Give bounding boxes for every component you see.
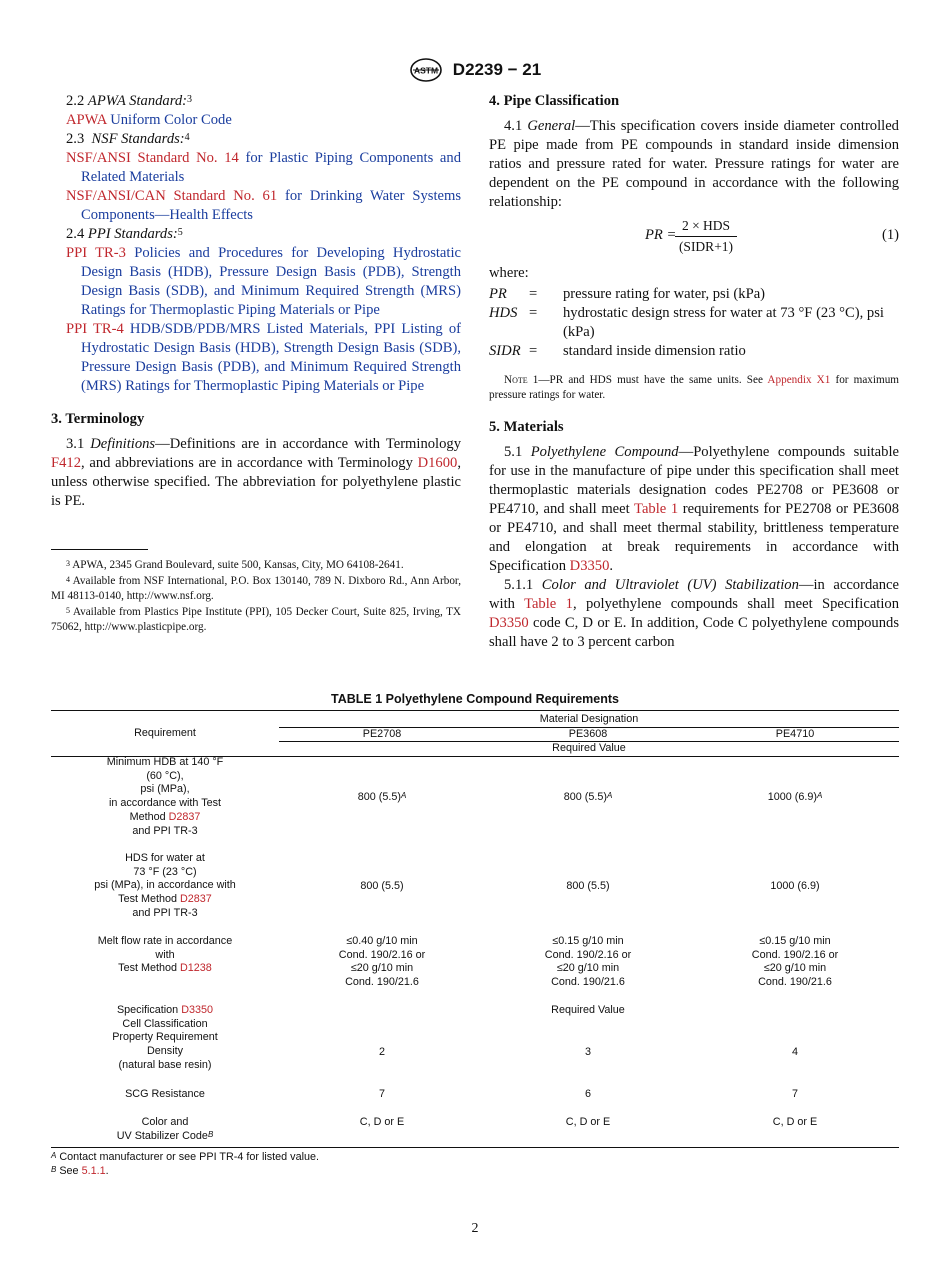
- definition-sidr: SIDR = standard inside dimension ratio: [489, 343, 746, 359]
- nsf14-link[interactable]: NSF/ANSI Standard No. 14: [66, 150, 239, 166]
- apwa-link[interactable]: APWA: [66, 112, 107, 128]
- row-color-pe3608: C, D or E: [565, 1116, 611, 1128]
- footnote-4: $^4$ Available from NSF International, P.O. Box 130140, 789 N. Dixboro Rd., Ann Arbor, MI 48113-0140, http://www.nsf.org.: [51, 575, 462, 602]
- page-number: 2: [471, 1221, 479, 1236]
- d3350-link[interactable]: D3350: [569, 558, 610, 574]
- row-color-pe2708: C, D or E: [359, 1116, 405, 1128]
- header-requirement: Requirement: [134, 727, 196, 739]
- section-2-3-heading: 2.3 NSF Standards:$^4$: [66, 131, 190, 147]
- row-density-pe4710: 4: [791, 1046, 798, 1058]
- row-min-hdb-pe3608: 800 $(5.5)^A$: [563, 791, 613, 803]
- section-3-heading: 3. Terminology: [51, 411, 145, 427]
- header-pe2708: PE2708: [362, 728, 402, 740]
- row-min-hdb-requirement: Minimum HDB at 140 °F (60 °C), psi (MPa), in accordance with Test Method D2837 and PPI TR-3: [106, 756, 224, 837]
- table-top-rule: [51, 710, 899, 711]
- header-pe3608: PE3608: [568, 728, 608, 740]
- row-density-pe3608: 3: [584, 1046, 591, 1058]
- row-scg-pe2708: 7: [378, 1088, 385, 1100]
- ppi-tr4-reference: PPI TR-4 HDB/SDB/PDB/MRS Listed Materials, PPI Listing of Hydrostatic Design Basis (HDB), Strength Design Basis (SDB), Pressure Design Basis (PDB), and Minimum Required Strength (MRS) Ratings for Thermoplastic Piping Materials or Pipe: [66, 321, 461, 394]
- footnote-divider: [51, 549, 148, 550]
- nsf61-reference: NSF/ANSI/CAN Standard No. 61 for Drinking Water Systems Components—Health Effects: [66, 188, 462, 223]
- row-scg-pe3608: 6: [584, 1088, 591, 1100]
- row-density-pe2708: 2: [378, 1046, 385, 1058]
- table-bottom-rule: [51, 1147, 899, 1148]
- row-scg-requirement: SCG Resistance: [125, 1088, 205, 1100]
- equation-number: (1): [881, 227, 899, 243]
- d1600-link[interactable]: D1600: [417, 455, 458, 471]
- row-color-pe4710: C, D or E: [772, 1116, 818, 1128]
- row-density-requirement: Specification D3350 Cell Classification Property Requirement Density (natural base resin): [112, 1004, 218, 1071]
- row-hds-requirement: HDS for water at 73 °F (23 °C) psi (MPa), in accordance with Test Method D2837 and PPI TR-3: [94, 852, 236, 919]
- row-min-hdb-pe4710: 1000 $(6.9)^A$: [767, 791, 823, 803]
- d3350-link[interactable]: D3350: [181, 1004, 214, 1016]
- section-3-1-text: 3.1 Definitions—Definitions are in accordance with Terminology F412, and abbreviations are in accordance with Terminology D1600, unless otherwise specified. The abbreviation for polyethylene plastic is PE.: [51, 436, 461, 509]
- d2837-link[interactable]: D2837: [168, 810, 201, 823]
- row-melt-flow-pe2708: ≤0.40 g/10 min Cond. 190/2.16 or ≤20 g/10 min Cond. 190/21.6: [338, 935, 426, 989]
- table-1-link[interactable]: Table 1: [524, 596, 573, 612]
- header-material-designation: Material Designation: [539, 713, 639, 725]
- section-5-1-1-text: 5.1.1 Color and Ultraviolet (UV) Stabilization—in accordance with Table 1, polyethylene compounds shall meet Specification D3350 code C, D or E. In addition, Code C polyethylene compounds shall have 2 to 3 percent carbon: [489, 577, 899, 650]
- row-color-requirement: Color and UV Stabilizer Code$^B$: [116, 1116, 214, 1142]
- logo-text: ASTM: [413, 65, 438, 76]
- note-1: Note 1—PR and HDS must have the same units. See Appendix X1 for maximum pressure ratings for water.: [489, 374, 899, 401]
- appendix-x1-link[interactable]: Appendix X1: [767, 374, 831, 386]
- page-header: [0, 58, 950, 82]
- ppi-tr3-reference: PPI TR-3 Policies and Procedures for Developing Hydrostatic Design Basis (HDB), Pressure Design Basis (PDB), Strength Design Basis (SDB), and Minimum Required Strength (MRS) Ratings for Thermoplastic Piping Materials or Pipe: [66, 245, 461, 318]
- footnote-3: $^3$ APWA, 2345 Grand Boulevard, suite 500, Kansas, City, MO 64108-2641.: [66, 559, 404, 571]
- document-designation: D2239 − 21: [452, 60, 542, 79]
- row-hds-pe4710: 1000 (6.9): [770, 880, 820, 892]
- row-scg-pe4710: 7: [791, 1088, 798, 1100]
- table-footnote-b: $^B$ See 5.1.1.: [51, 1165, 109, 1177]
- footnotes: [51, 558, 461, 635]
- header-pe4710: PE4710: [775, 728, 815, 740]
- row-hds-pe3608: 800 (5.5): [566, 880, 610, 892]
- table-1-link[interactable]: Table 1: [634, 501, 679, 517]
- footnote-5: $^5$ Available from Plastics Pipe Institute (PPI), 105 Decker Court, Suite 825, Irving, TX 75062, http://www.plasticpipe.org.: [51, 606, 462, 633]
- d2837-link[interactable]: D2837: [180, 893, 212, 906]
- astm-logo-icon: [409, 58, 443, 82]
- d1238-link[interactable]: D1238: [180, 962, 212, 975]
- section-2-2-heading: 2.2 APWA Standard:$^3$: [66, 93, 193, 109]
- row-melt-flow-requirement: Melt flow rate in accordance with Test Method D1238: [97, 935, 233, 975]
- section-5-1-1-link[interactable]: 5.1.1: [81, 1165, 106, 1177]
- definition-hds: HDS = hydrostatic design stress for water at 73 °F (23 °C), psi (kPa): [489, 305, 884, 340]
- row-melt-flow-pe4710: ≤0.15 g/10 min Cond. 190/2.16 or ≤20 g/10 min Cond. 190/21.6: [751, 935, 839, 989]
- header-required-value: Required Value: [552, 742, 626, 754]
- row-min-hdb-pe2708: 800 $(5.5)^A$: [357, 791, 407, 803]
- row-density-required-value: Required Value: [551, 1004, 625, 1016]
- right-column: [489, 92, 899, 652]
- left-column: [51, 92, 461, 636]
- row-hds-pe2708: 800 (5.5): [360, 880, 404, 892]
- section-2-4-heading: 2.4 PPI Standards:$^5$: [66, 226, 183, 242]
- apwa-reference: APWA Uniform Color Code: [66, 112, 232, 128]
- table-footnote-a: $^A$ Contact manufacturer or see PPI TR-4 for listed value.: [51, 1151, 319, 1163]
- row-melt-flow-pe3608: ≤0.15 g/10 min Cond. 190/2.16 or ≤20 g/10 min Cond. 190/21.6: [544, 935, 632, 989]
- table-1-title: TABLE 1 Polyethylene Compound Requirements: [330, 692, 619, 706]
- section-4-heading: 4. Pipe Classification: [489, 93, 620, 109]
- nsf61-link[interactable]: NSF/ANSI/CAN Standard No. 61: [66, 188, 278, 204]
- pressure-rating-equation: PR = 2 × HDS (SIDR+1) (1): [645, 218, 899, 254]
- ppi-tr4-link[interactable]: PPI TR-4: [66, 321, 124, 337]
- ppi-tr3-link[interactable]: PPI TR-3: [66, 245, 126, 261]
- equation-definitions: [489, 285, 899, 361]
- definition-pr: PR = pressure rating for water, psi (kPa): [489, 286, 766, 302]
- section-5-heading: 5. Materials: [489, 419, 564, 435]
- section-5-1-text: 5.1 Polyethylene Compound—Polyethylene compounds suitable for use in the manufacture of pipe under this specification shall meet thermoplastic materials designation codes PE2708 or PE3608 or PE4710, and shall meet Table 1 requirements for PE2708 or PE3608 or PE4710, and shall meet thermal stability, brittleness temperature and elongation at break requirements in accordance with Specification D3350.: [489, 444, 899, 574]
- where-label: where:: [489, 265, 529, 281]
- nsf14-reference: NSF/ANSI Standard No. 14 for Plastic Piping Components and Related Materials: [66, 150, 461, 185]
- d3350-link[interactable]: D3350: [489, 615, 529, 631]
- f412-link[interactable]: F412: [51, 455, 82, 471]
- section-4-1-text: 4.1 General—This specification covers inside diameter controlled PE pipe made from PE compounds in standard inside dimension ratios and pressure rated for water. Pressure ratings for water are dependent on the PE compound in accordance with the following relationship:: [489, 118, 899, 210]
